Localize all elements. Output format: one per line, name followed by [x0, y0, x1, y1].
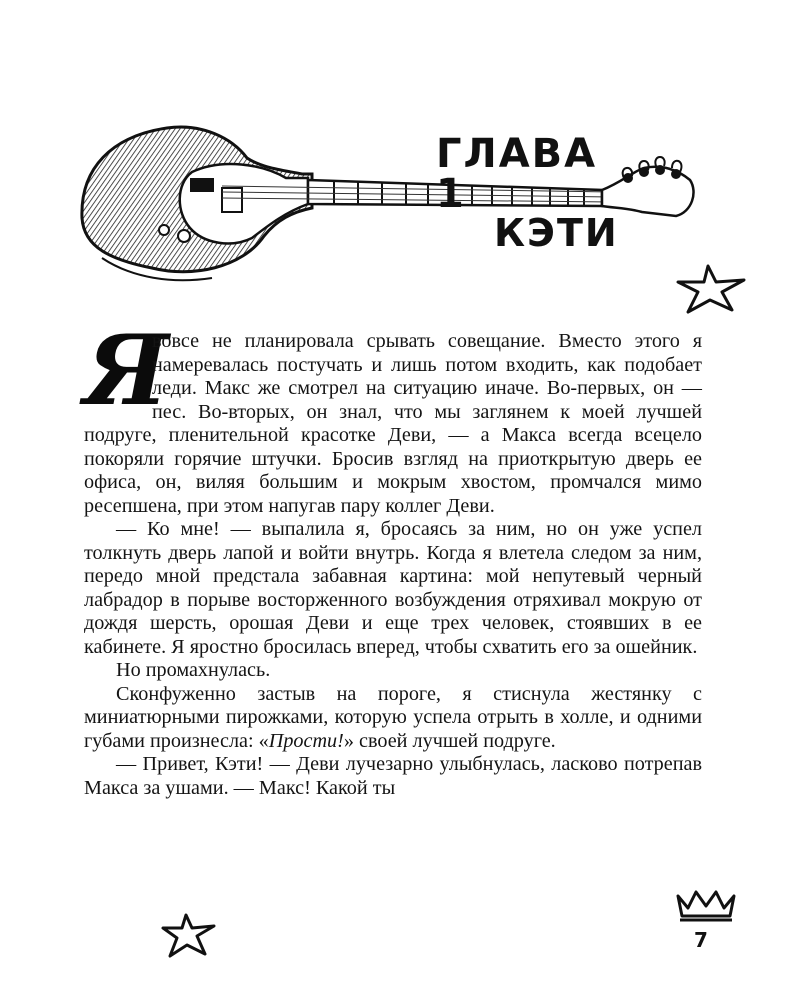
chapter-name: КЭТИ	[494, 211, 619, 255]
emphasis-text: Прости!	[268, 729, 344, 752]
star-icon	[674, 262, 750, 314]
paragraph-text: » своей лучшей подруге.	[343, 729, 556, 752]
paragraph: Но промахнулась.	[116, 659, 271, 681]
star-icon	[160, 912, 218, 958]
page-number: 7	[694, 928, 708, 952]
chapter-title: ГЛАВА 1	[436, 131, 598, 217]
drop-cap: Я	[84, 314, 169, 427]
paragraph: — Привет, Кэти! — Деви лучезарно улыбнулась, ласково потрепав Макса за ушами. — Макс! Какой ты	[84, 753, 702, 799]
paragraph-text: Сконфуженно застыв на пороге, я стиснула жестянку с миниатюрными пирожками, которую успела отрыть в холле, и одними губами произнесла: «	[84, 682, 702, 752]
chapter-text	[84, 314, 702, 800]
paragraph	[84, 314, 702, 518]
crown-icon	[674, 888, 738, 922]
paragraph	[84, 683, 702, 754]
paragraph-text: вовсе не планировала срывать совещание. Вместо этого я намеревалась постучать и лишь потом входить, как подобает леди. Макс же смотрел на ситуацию иначе. Во-первых, он — пес. Во-вторых, он знал, что мы заглянем к моей лучшей подруге, пленительной красотке Деви, — а Макса всегда всецело покоряли горячие штучки. Бросив взгляд на приоткрытую дверь ее офиса, он, виляя большим и мокрым хвостом, промчался мимо ресепшена, при этом напугав пару коллег Деви.	[84, 330, 702, 517]
paragraph: — Ко мне! — выпалила я, бросаясь за ним, но он уже успел толкнуть дверь лапой и войти внутрь. Когда я влетела следом за ним, передо мной предстала забавная картина: мой непутевый черный лабрадор в порыве восторженного возбуждения отряхивал мокрую от дождя шерсть, орошая Деви и еще трех человек, стоявших в ее кабинете. Я яростно бросилась вперед, чтобы схватить его за ошейник.	[84, 518, 702, 658]
